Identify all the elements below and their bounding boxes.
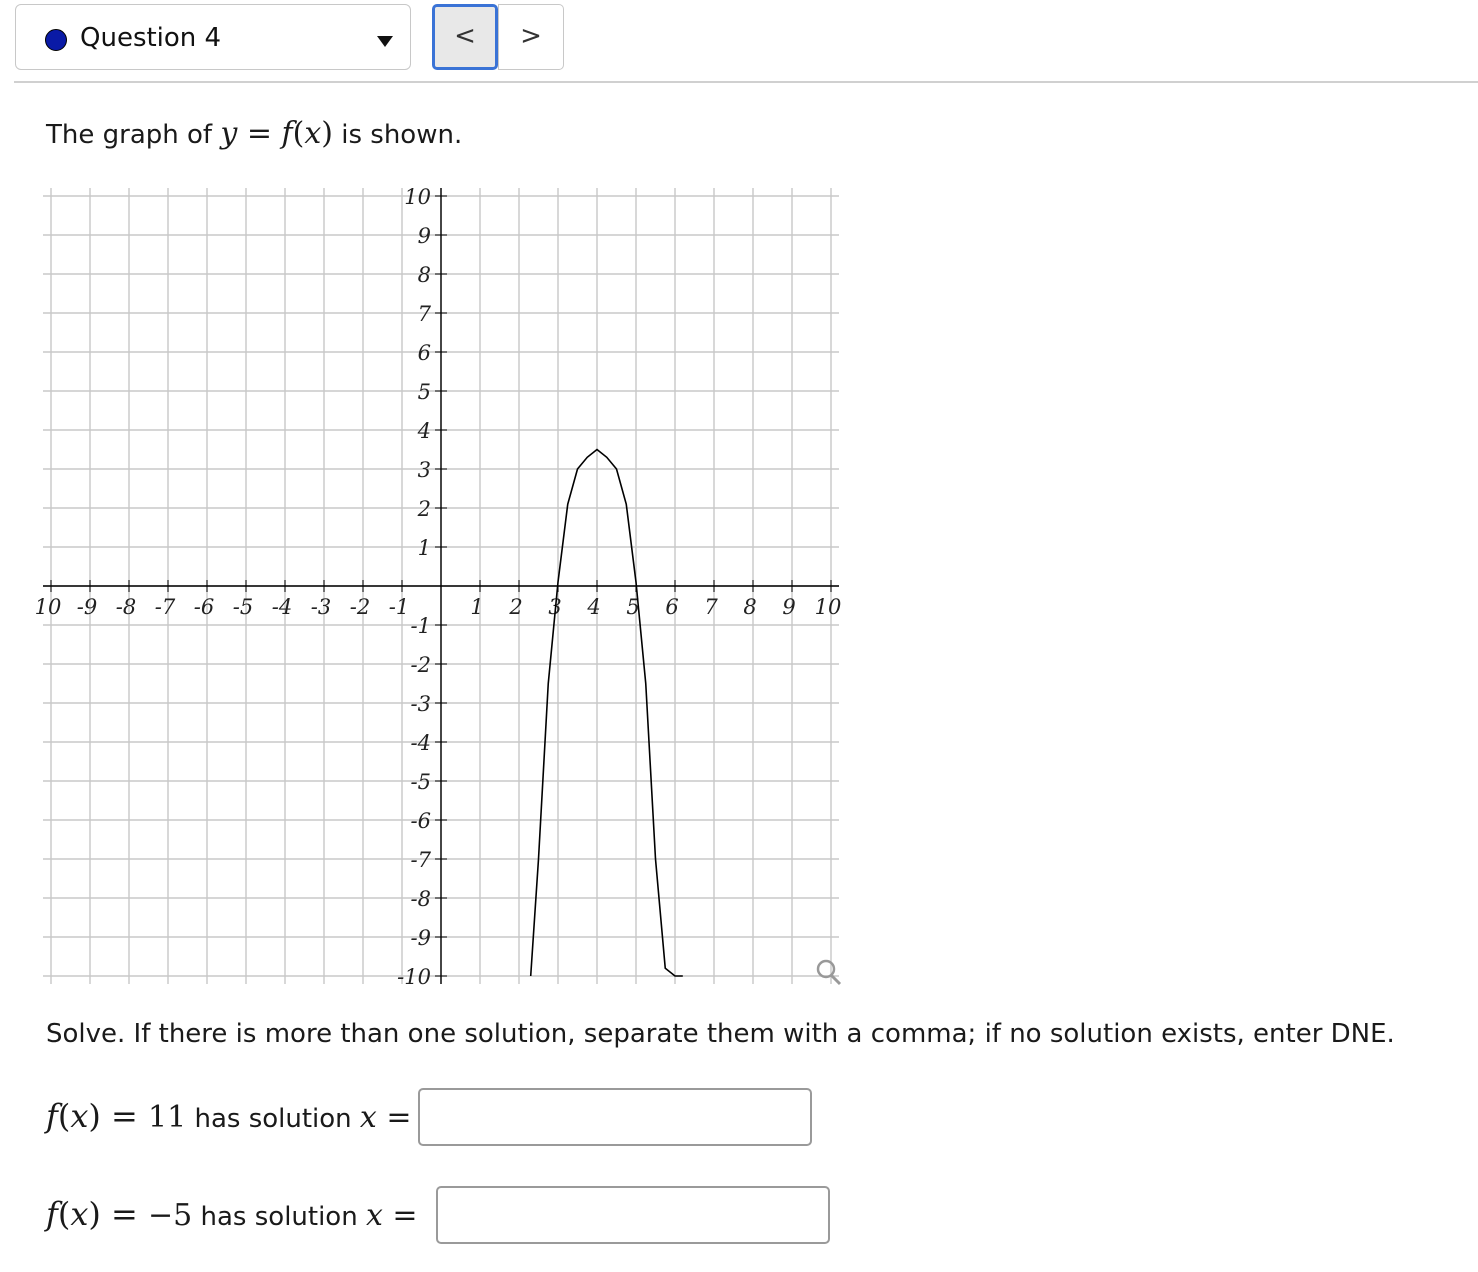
caret-down-icon xyxy=(377,36,393,47)
answer-2-label: f(x) = −5 has solution x = xyxy=(46,1195,418,1233)
y-tick-label: -8 xyxy=(410,887,431,911)
answer-2-input[interactable] xyxy=(436,1186,830,1244)
question-label: Question 4 xyxy=(80,23,222,53)
y-tick-label: -10 xyxy=(397,965,431,989)
next-question-button[interactable]: > xyxy=(498,4,564,70)
function-graph xyxy=(34,182,852,992)
x-tick-label: 3 xyxy=(548,595,562,619)
y-tick-label: 2 xyxy=(417,497,431,521)
status-dot-icon xyxy=(45,29,67,51)
x-tick-label: -3 xyxy=(310,595,332,619)
x-tick-label: 7 xyxy=(704,595,718,619)
y-tick-label: 9 xyxy=(417,224,431,248)
y-tick-label: 6 xyxy=(417,341,431,365)
question-selector[interactable] xyxy=(15,4,411,70)
y-tick-label: 8 xyxy=(417,263,431,287)
x-tick-label: -8 xyxy=(115,595,137,619)
y-tick-label: 5 xyxy=(417,380,431,404)
x-tick-label: -2 xyxy=(349,595,371,619)
answer-1-input[interactable] xyxy=(418,1088,812,1146)
x-tick-label: -4 xyxy=(271,595,293,619)
x-tick-label: 9 xyxy=(782,595,796,619)
y-tick-label: -7 xyxy=(410,848,431,872)
x-tick-label: -6 xyxy=(193,595,215,619)
x-tick-label: -7 xyxy=(154,595,176,619)
prompt-text: The graph of y = f(x) is shown. xyxy=(46,116,463,151)
x-tick-label: 2 xyxy=(509,595,523,619)
y-tick-label: 7 xyxy=(417,302,431,326)
x-tick-labels xyxy=(35,595,842,619)
x-tick-label: 10 xyxy=(34,595,62,619)
x-tick-label: 5 xyxy=(626,595,640,619)
y-tick-label: -1 xyxy=(410,614,431,638)
header-divider xyxy=(14,81,1478,83)
zoom-magnifier-icon[interactable] xyxy=(818,961,840,984)
y-tick-label: -2 xyxy=(410,653,431,677)
y-tick-label: 10 xyxy=(404,185,431,209)
instructions-text: Solve. If there is more than one solution, separate them with a comma; if no solution exists, enter DNE. xyxy=(46,1019,1395,1049)
x-tick-label: 4 xyxy=(587,595,601,619)
function-curve xyxy=(531,450,683,977)
y-tick-label: -9 xyxy=(410,926,431,950)
y-tick-label: -3 xyxy=(410,692,431,716)
axes xyxy=(43,188,839,984)
x-tick-label: 8 xyxy=(743,595,757,619)
x-tick-label: -9 xyxy=(76,595,98,619)
answer-1-label: f(x) = 11 has solution x = xyxy=(46,1097,412,1135)
x-tick-label: 6 xyxy=(665,595,679,619)
y-tick-label: 1 xyxy=(417,536,431,560)
x-tick-label: 10 xyxy=(814,595,842,619)
y-tick-label: -6 xyxy=(410,809,431,833)
x-tick-label: 1 xyxy=(470,595,484,619)
y-tick-label: -5 xyxy=(410,770,431,794)
y-tick-label: -4 xyxy=(410,731,431,755)
previous-question-button[interactable]: < xyxy=(432,4,498,70)
y-tick-label: 3 xyxy=(417,458,431,482)
y-tick-label: 4 xyxy=(417,419,431,443)
x-tick-label: -1 xyxy=(388,595,410,619)
x-tick-label: -5 xyxy=(232,595,254,619)
